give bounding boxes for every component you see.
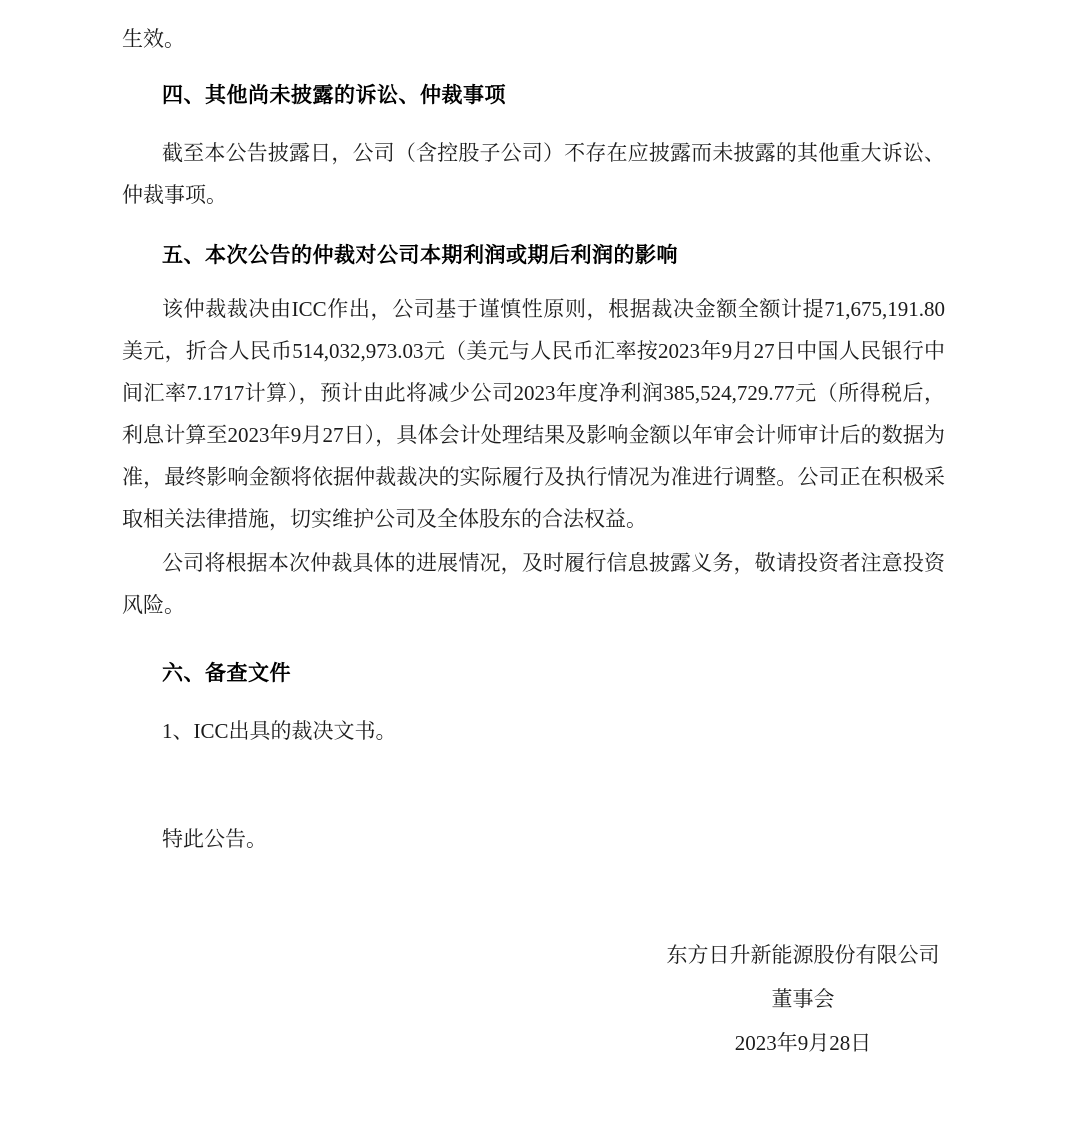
signature-block <box>653 933 953 1065</box>
signature-date: 2023年9月28日 <box>734 1031 872 1055</box>
paragraph-other-litigation: 截至本公告披露日，公司（含控股子公司）不存在应披露而未披露的其他重大诉讼、仲裁事项。 <box>122 141 945 207</box>
carryover-paragraph: 生效。 <box>122 27 185 51</box>
signature-company-name: 东方日升新能源股份有限公司 <box>666 943 940 967</box>
paragraph-disclosure-obligation: 公司将根据本次仲裁具体的进展情况，及时履行信息披露义务，敬请投资者注意投资风险。 <box>122 551 945 617</box>
section-heading-other-litigation: 四、其他尚未披露的诉讼、仲裁事项 <box>162 84 506 107</box>
signature-board: 董事会 <box>771 987 835 1011</box>
section-heading-reference-documents: 六、备查文件 <box>162 662 291 685</box>
paragraph-reference-document-item: 1、ICC出具的裁决文书。 <box>162 719 397 743</box>
closing-statement: 特此公告。 <box>162 827 267 851</box>
paragraph-profit-impact: 该仲裁裁决由ICC作出，公司基于谨慎性原则，根据裁决金额全额计提71,675,191.80美元，折合人民币514,032,973.03元（美元与人民币汇率按2023年9月27日中国人民银行中间汇率7.1717计算），预计由此将减少公司2023年度净利润385,524,729.77元（所得税后，利息计算至2023年9月27日），具体会计处理结果及影响金额以年审会计师审计后的数据为准，最终影响金额将依据仲裁裁决的实际履行及执行情况为准进行调整。公司正在积极采取相关法律措施，切实维护公司及全体股东的合法权益。 <box>122 297 945 531</box>
section-heading-profit-impact: 五、本次公告的仲裁对公司本期利润或期后利润的影响 <box>162 244 678 267</box>
